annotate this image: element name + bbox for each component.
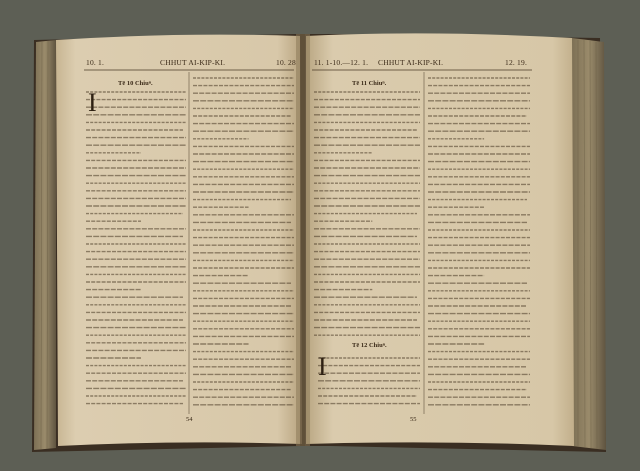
left-drop-cap: I (88, 88, 97, 117)
right-chapter-heading-11: Tē 11 Chiuⁿ. (352, 80, 387, 87)
right-header-range: 11. 1-10.—12. 1. (314, 58, 369, 67)
left-chapter-heading: Tē 10 Chiuⁿ. (118, 80, 153, 87)
right-chapter-heading-12: Tē 12 Chiuⁿ. (352, 342, 387, 349)
left-header-chapter-verse: 10. 1. (86, 58, 105, 67)
right-page-number: 55 (410, 416, 417, 423)
right-header-range-end: 12. 19. (505, 58, 528, 67)
left-header-title: CHHUT AI-KIP-KI. (160, 58, 226, 67)
right-drop-cap: I (318, 352, 327, 381)
left-header-range-end: 10. 28 (276, 58, 296, 67)
right-header-title: CHHUT AI-KIP-KI. (378, 58, 444, 67)
left-page-number: 54 (186, 416, 193, 423)
